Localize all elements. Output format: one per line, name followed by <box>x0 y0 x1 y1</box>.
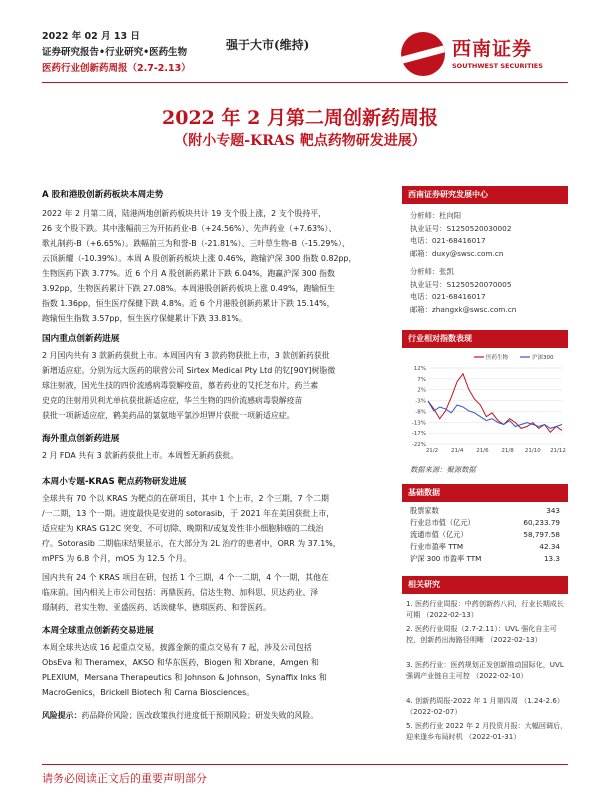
basic-data-title: 基础数据 <box>402 484 568 502</box>
y-tick-label: -22% <box>411 442 426 448</box>
y-tick-label: -3% <box>415 398 426 405</box>
y-tick-label: -13% <box>411 420 426 427</box>
text-line: 生物医药下跌 3.77%。近 6 个月 A 股创新药累计下跌 6.04%，跑赢沪深 300 指数 <box>42 269 335 278</box>
section-heading: 本周小专题-KRAS 靶点药物研发进展 <box>42 477 187 487</box>
text-line: 疗。Sotorasib 二期临床结果显示，在大部分为 2L 治疗的患者中，ORR 为 37.1%， <box>42 539 341 548</box>
page-subtitle: （附小专题-KRAS 靶点药物研发进展） <box>174 133 426 149</box>
section-heading: 海外重点创新药进展 <box>42 434 120 444</box>
section-body <box>42 348 394 423</box>
text-line: 26 支个股下跌。其中涨幅前三为开拓药业-B（+24.56%）、先声药业（+7.63%）、 <box>42 224 337 233</box>
analyst-block <box>410 266 516 316</box>
row-value: 42.34 <box>539 542 560 551</box>
row-label: 行业总市值（亿元） <box>410 518 475 527</box>
legend-label: 医药生物 <box>486 355 509 361</box>
x-tick-label: 21/10 <box>524 448 541 454</box>
text-line: 3.92pp，生物医药累计下跌 27.08%。本周港股创新药板块上涨 0.49%，跑输恒生 <box>42 284 335 293</box>
y-tick-label: 7% <box>417 376 426 383</box>
row-value: 343 <box>546 506 560 515</box>
row-label: 流通市值（亿元） <box>410 530 468 539</box>
text-line: 全球共有 70 个以 KRAS 为靶点的在研项目，其中 1 个上市，2 个三期，7 个二期 <box>42 494 329 503</box>
text-line: 指数 1.36pp，恒生医疗保健下跌 4.8%。近 6 个月港股创新药累计下跌 15.14%， <box>42 299 335 308</box>
basic-data-row <box>410 518 560 528</box>
series-line-0 <box>428 374 562 433</box>
analyst-phone: 电话：021-68416017 <box>410 236 486 245</box>
related-item[interactable]: 4. 创新药周报-2022 年 1 月第四周 （1.24-2.6） （2022-02-07） <box>406 696 564 717</box>
y-tick-label: -17% <box>411 431 426 438</box>
row-label: 股票家数 <box>410 506 439 515</box>
section-heading: 本周全球重点创新药交易进展 <box>42 626 154 636</box>
row-value: 60,233.79 <box>523 518 560 527</box>
logo-english: SOUTHWEST SECURITIES <box>452 62 543 70</box>
related-item[interactable]: 1. 医药行业周报：中药创新药八问，行业长期成长可期 （2022-02-13） <box>406 599 564 620</box>
text-line: 2 月 FDA 共有 3 款新药获批上市。本周暂无新药获批。 <box>42 451 239 460</box>
text-line: 歌礼制药-B（+6.65%）。跌幅前三为和誉-B（-21.81%）、三叶草生物-B（-15.29%）、 <box>42 239 350 248</box>
text-line: MacroGenics，Brickell Biotech 和 Carna Biosciences。 <box>42 688 255 697</box>
analyst-license: 执业证号：S1250520030002 <box>410 223 512 233</box>
text-line: 璟制药、君实生物、亚盛医药、话诶健华、德琪医药、和誉医药。 <box>42 603 271 612</box>
team-title: 西南证券研究发展中心 <box>402 186 568 204</box>
risk-label: 风险提示： <box>42 711 82 720</box>
text-line: 跑输恒生指数 3.57pp，恒生医疗保健累计下跌 33.81%。 <box>42 314 247 323</box>
footer-divider <box>42 764 568 765</box>
page-title: 2022 年 2 月第二周创新药周报 <box>162 107 438 129</box>
text-line: 2 月国内共有 3 款新药获批上市。本周国内有 3 款药物获批上市，3 款创新药获批 <box>42 351 330 360</box>
related-item[interactable]: 3. 医药行业：医药规划正发创新推动国际化，UVL 强调产业链自主可控 （2022-02-10） <box>406 660 564 681</box>
text-line: 球注射液，国光生技的四价流感病毒裂解疫苗，慕若药业的艾托芝布片，药兰素 <box>42 381 319 390</box>
basic-data-row <box>410 506 560 516</box>
analyst-email[interactable]: 邮箱：zhangxk@swsc.com.cn <box>410 304 517 314</box>
analyst-block <box>410 210 511 260</box>
x-tick-label: 21/12 <box>550 448 566 454</box>
rating: 强于大市(维持) <box>226 38 310 52</box>
analyst-phone: 电话：021-68416017 <box>410 292 486 301</box>
related-title: 相关研究 <box>402 576 568 594</box>
related-item[interactable]: 2. 医药行业周报（2.7-2.11）：UVL 强化自主可控，创新药出海路径明晰 （2022-02-13） <box>406 624 557 645</box>
section-body <box>42 448 394 463</box>
basic-data-row <box>410 530 560 540</box>
section-body <box>42 206 394 326</box>
text-line: 2022 年 2 月第二周，陆港两地创新药板块共计 19 支个股上涨，2 支个股持平， <box>42 209 327 218</box>
row-label: 沪深 300 市盈率 TTM <box>410 554 482 563</box>
logo-text: 西南证券 <box>452 38 533 60</box>
analyst-name: 分析师：杜向阳 <box>410 211 462 220</box>
risk-text: 药品降价风险；医改政策执行进度低于预期风险；研发失败的风险。 <box>81 711 319 720</box>
section-heading: A 股和港股创新药板块本周走势 <box>42 190 164 200</box>
text-line: 国内共有 24 个 KRAS 项目在研，包括 1 个三期，4 个一二期，4 个一期，其他在 <box>42 573 329 582</box>
report-type: 证券研究报告•行业研究•医药生物 <box>42 47 188 58</box>
analyst-name: 分析师：张凯 <box>410 267 454 276</box>
y-tick-label: 2% <box>417 387 426 394</box>
logo-icon <box>401 32 445 76</box>
text-line: mPFS 为 6.8 个月，mOS 为 12.5 个月。 <box>42 554 192 563</box>
section-body <box>42 570 394 615</box>
performance-chart <box>402 350 568 462</box>
text-line: 史克的注射用贝利尤单抗获批新适应症，华兰生物的四价流感病毒裂解疫苗 <box>42 396 303 405</box>
basic-data-row <box>410 542 560 552</box>
section-heading: 国内重点创新药进展 <box>42 334 120 344</box>
data-source: 数据来源：聚源数据 <box>410 465 476 474</box>
footer-note: 请务必阅读正文后的重要声明部分 <box>42 772 207 785</box>
header-divider <box>42 82 568 83</box>
text-line: 云顶新耀（-10.39%）。本周 A 股创新药板块上涨 0.46%，跑输沪深 300 指数 0.82pp， <box>42 254 357 263</box>
report-name: 医药行业创新药周报（2.7-2.13） <box>42 63 191 74</box>
related-item[interactable]: 5. 医药行业 2022 年 2 月投资月报：大幅回调后，迎来逢乡布局时机 （2022-01-31） <box>406 721 568 742</box>
chart-title: 行业相对指数表现 <box>402 330 568 348</box>
x-tick-label: 21/2 <box>425 448 439 454</box>
report-date: 2022 年 02 月 13 日 <box>42 31 140 42</box>
row-value: 13.3 <box>543 554 560 563</box>
row-label: 行业市盈率 TTM <box>410 542 464 551</box>
text-line: 获批一项新适应症，鹤美药品的氯氨地平氯沙坦钾片获批一项新适应症。 <box>42 411 295 420</box>
x-tick-label: 21/6 <box>476 448 489 454</box>
section-body <box>42 640 394 700</box>
text-line: /一二期，13 个一期。进度最快是安进的 sotorasib，于 2021 年在美国获批上市， <box>42 509 335 518</box>
section-body <box>42 491 394 566</box>
x-tick-label: 21/8 <box>501 448 514 454</box>
text-line: 适应症为 KRAS G12C 突变、不可切除、晚期和/或复发性非小细胞肺癌的二线治 <box>42 524 324 533</box>
analyst-license: 执业证号：S1250520070005 <box>410 279 512 289</box>
text-line: 临床前。国内相关上市公司包括：再鼎医药、信达生物、加科思、贝达药业、泽 <box>42 588 319 597</box>
legend-label: 沪深300 <box>532 355 554 361</box>
x-tick-label: 21/4 <box>451 448 464 454</box>
basic-data-row <box>410 554 560 564</box>
y-tick-label: 12% <box>413 366 426 372</box>
analyst-email[interactable]: 邮箱：duxy@swsc.com.cn <box>410 248 504 258</box>
text-line: ObsEva 和 Theramex，AKSO 和华东医药，Biogen 和 Xbrane，Amgen 和 <box>42 658 319 667</box>
text-line: 新增适应症。分别为远大医药的联营公司 Sirtex Medical Pty Ltd 的钇[90Y]树脂微 <box>42 366 336 375</box>
risk-note <box>42 708 394 723</box>
row-value: 58,797.58 <box>523 530 560 539</box>
y-tick-label: -8% <box>415 409 426 416</box>
text-line: PLEXIUM，Mersana Therapeutics 和 Johnson & Johnson，Synaffix Inks 和 <box>42 673 327 682</box>
text-line: 本周全球共达成 16 起重点交易，披露金额的重点交易有 7 起，涉及公司包括 <box>42 643 312 652</box>
